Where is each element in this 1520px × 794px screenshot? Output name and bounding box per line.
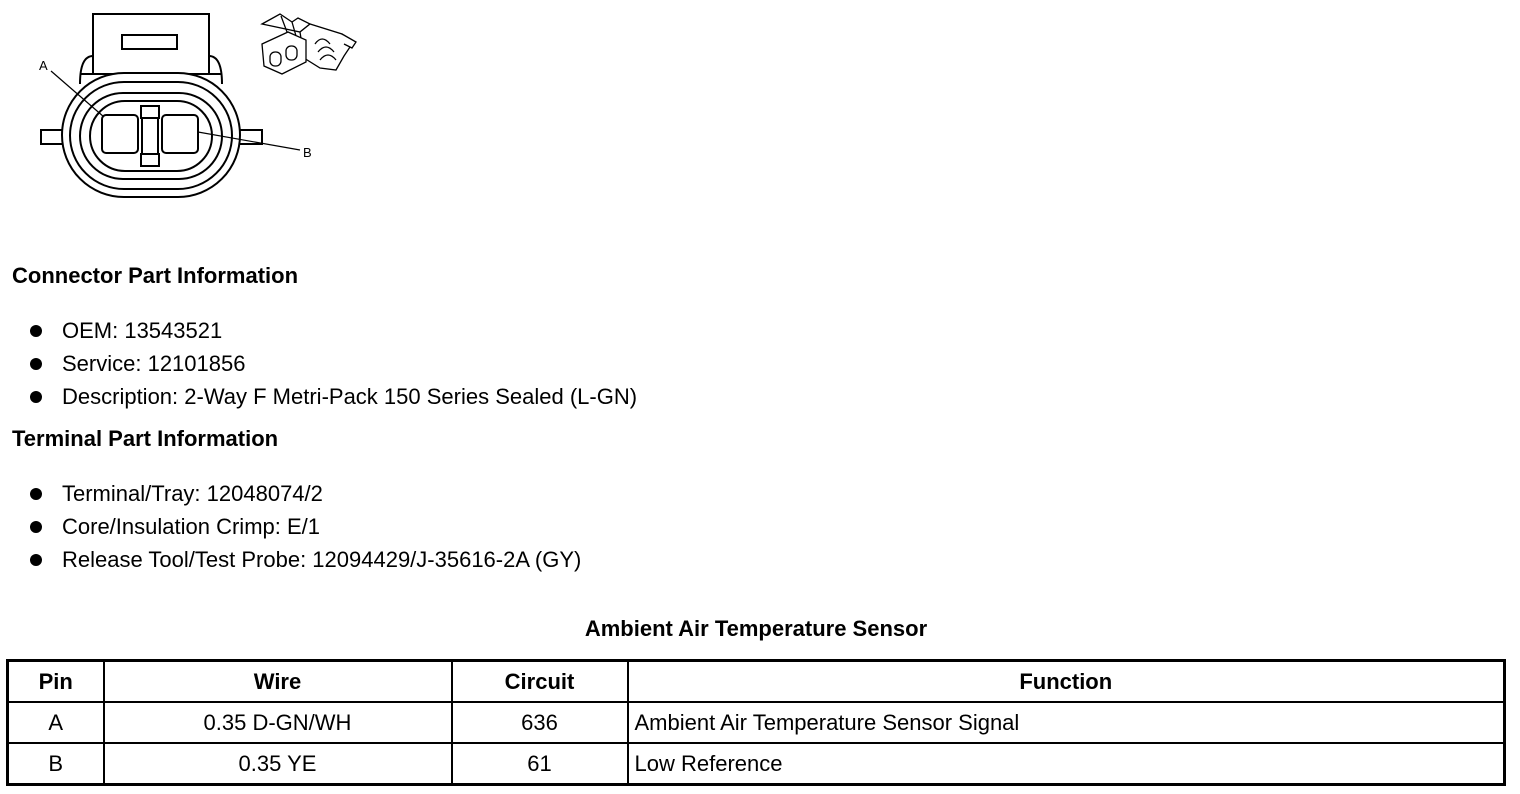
pin-cell: B [8, 743, 104, 785]
connector-diagram [0, 0, 380, 220]
list-item: Description: 2-Way F Metri-Pack 150 Series Sealed (L-GN) [28, 380, 637, 413]
callout-b-label: B [303, 145, 312, 160]
circuit-cell: 61 [452, 743, 628, 785]
callout-a-label: A [39, 58, 48, 73]
list-item: Release Tool/Test Probe: 12094429/J-35616-2A (GY) [28, 543, 581, 576]
pinout-table [6, 659, 1506, 786]
bullet-icon [30, 325, 42, 337]
list-item: Core/Insulation Crimp: E/1 [28, 510, 581, 543]
wire-cell: 0.35 YE [104, 743, 452, 785]
column-header-wire: Wire [104, 661, 452, 703]
connector-face-drawing [0, 0, 380, 220]
circuit-cell: 636 [452, 702, 628, 743]
connector-info-heading: Connector Part Information [12, 263, 299, 288]
bullet-icon [30, 391, 42, 403]
table-row [8, 743, 1505, 785]
wire-cell: 0.35 D-GN/WH [104, 702, 452, 743]
bullet-icon [30, 554, 42, 566]
table-row [8, 702, 1505, 743]
table-header-row [8, 661, 1505, 703]
connector-thumbnail [262, 14, 356, 74]
list-item: OEM: 13543521 [28, 314, 637, 347]
column-header-circuit: Circuit [452, 661, 628, 703]
column-header-function: Function [628, 661, 1505, 703]
column-header-pin: Pin [8, 661, 104, 703]
function-cell: Ambient Air Temperature Sensor Signal [628, 702, 1505, 743]
table-title: Ambient Air Temperature Sensor [584, 616, 928, 641]
terminal-info-list [28, 477, 581, 576]
bullet-icon [30, 358, 42, 370]
terminal-info-heading: Terminal Part Information [12, 426, 279, 451]
bullet-icon [30, 521, 42, 533]
list-item: Terminal/Tray: 12048074/2 [28, 477, 581, 510]
function-cell: Low Reference [628, 743, 1505, 785]
connector-info-list [28, 314, 637, 413]
pin-cell: A [8, 702, 104, 743]
list-item: Service: 12101856 [28, 347, 637, 380]
bullet-icon [30, 488, 42, 500]
